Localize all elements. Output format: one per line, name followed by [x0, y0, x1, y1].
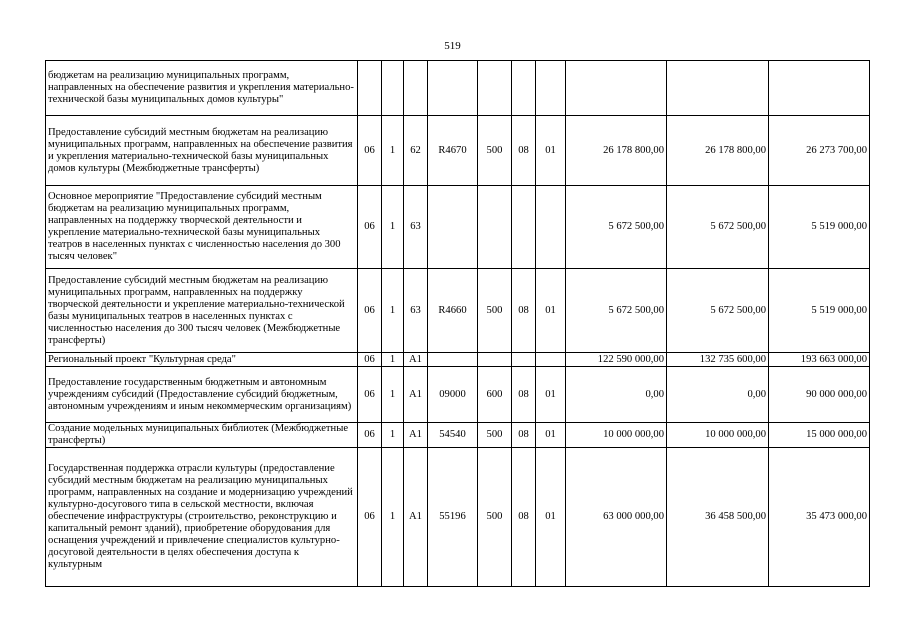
row-description: Региональный проект "Культурная среда" — [46, 353, 358, 367]
table-row — [46, 423, 870, 448]
amount-year-2: 10 000 000,00 — [667, 423, 769, 448]
amount-year-1: 5 672 500,00 — [566, 186, 667, 269]
code-program: 06 — [358, 269, 382, 353]
code-activity: 63 — [404, 186, 428, 269]
code-program: 06 — [358, 423, 382, 448]
amount-year-3: 15 000 000,00 — [769, 423, 870, 448]
code-subsection: 01 — [536, 116, 566, 186]
code-program: 06 — [358, 448, 382, 587]
amount-year-2: 5 672 500,00 — [667, 186, 769, 269]
amount-year-1 — [566, 61, 667, 116]
amount-year-3: 90 000 000,00 — [769, 367, 870, 423]
row-description: Основное мероприятие "Предоставление субсидий местным бюджетам на реализацию муниципальных программ, направленных на поддержку творческой деятельности и укрепление материально-технической базы муниципальных театров в населенных пунктах с численностью населения до 300 тысяч человек" — [46, 186, 358, 269]
table-row — [46, 269, 870, 353]
code-subsection: 01 — [536, 367, 566, 423]
page-number: 519 — [444, 40, 461, 52]
code-program: 06 — [358, 116, 382, 186]
code-direction: R4660 — [428, 269, 478, 353]
code-subsection: 01 — [536, 448, 566, 587]
row-description: Предоставление субсидий местным бюджетам на реализацию муниципальных программ, направленных на обеспечение развития и укрепления материально-технической базы муниципальных домов культуры (Межбюджетные трансферты) — [46, 116, 358, 186]
amount-year-3: 35 473 000,00 — [769, 448, 870, 587]
amount-year-1: 5 672 500,00 — [566, 269, 667, 353]
code-direction: 54540 — [428, 423, 478, 448]
amount-year-1: 26 178 800,00 — [566, 116, 667, 186]
code-direction: 55196 — [428, 448, 478, 587]
code-subprogram — [382, 61, 404, 116]
code-subsection — [536, 353, 566, 367]
code-direction: 09000 — [428, 367, 478, 423]
code-section: 08 — [512, 367, 536, 423]
code-expense-type — [478, 186, 512, 269]
amount-year-1: 122 590 000,00 — [566, 353, 667, 367]
code-subsection — [536, 186, 566, 269]
amount-year-1: 10 000 000,00 — [566, 423, 667, 448]
code-direction — [428, 61, 478, 116]
code-subprogram: 1 — [382, 116, 404, 186]
code-section: 08 — [512, 116, 536, 186]
code-subprogram: 1 — [382, 269, 404, 353]
amount-year-2: 132 735 600,00 — [667, 353, 769, 367]
amount-year-2: 26 178 800,00 — [667, 116, 769, 186]
code-subprogram: 1 — [382, 186, 404, 269]
code-expense-type: 600 — [478, 367, 512, 423]
amount-year-3: 193 663 000,00 — [769, 353, 870, 367]
code-section — [512, 61, 536, 116]
row-description: Государственная поддержка отрасли культуры (предоставление субсидий местным бюджетам на реализацию муниципальных программ, направленных на создание и модернизацию учреждений культурно-досугового типа в сельской местности, включая обеспечение инфраструктуры (строительство, реконструкцию и капитальный ремонт зданий), приобретение оборудования для оснащения учреждений и привлечение специалистов культурно-досуговой деятельности в целях обеспечения доступа к культурным — [46, 448, 358, 587]
table-row — [46, 116, 870, 186]
amount-year-2: 36 458 500,00 — [667, 448, 769, 587]
code-activity: 62 — [404, 116, 428, 186]
table-row — [46, 367, 870, 423]
code-activity: 63 — [404, 269, 428, 353]
code-section: 08 — [512, 423, 536, 448]
code-subprogram: 1 — [382, 367, 404, 423]
amount-year-3: 26 273 700,00 — [769, 116, 870, 186]
row-description: Создание модельных муниципальных библиотек (Межбюджетные трансферты) — [46, 423, 358, 448]
row-description: бюджетам на реализацию муниципальных программ, направленных на обеспечение развития и укрепления материально-технической базы муниципальных домов культуры" — [46, 61, 358, 116]
budget-table — [45, 60, 870, 587]
amount-year-3: 5 519 000,00 — [769, 269, 870, 353]
code-direction: R4670 — [428, 116, 478, 186]
code-activity: A1 — [404, 423, 428, 448]
code-expense-type: 500 — [478, 423, 512, 448]
code-activity: A1 — [404, 367, 428, 423]
code-subsection — [536, 61, 566, 116]
amount-year-1: 63 000 000,00 — [566, 448, 667, 587]
code-expense-type — [478, 353, 512, 367]
code-program: 06 — [358, 353, 382, 367]
code-subprogram: 1 — [382, 448, 404, 587]
amount-year-2: 5 672 500,00 — [667, 269, 769, 353]
code-subsection: 01 — [536, 269, 566, 353]
code-expense-type: 500 — [478, 269, 512, 353]
amount-year-1: 0,00 — [566, 367, 667, 423]
code-section: 08 — [512, 448, 536, 587]
row-description: Предоставление государственным бюджетным и автономным учреждениям субсидий (Предоставление субсидий бюджетным, автономным учреждениям и иным некоммерческим организациям) — [46, 367, 358, 423]
table-row — [46, 186, 870, 269]
code-subsection: 01 — [536, 423, 566, 448]
amount-year-2 — [667, 61, 769, 116]
code-program — [358, 61, 382, 116]
code-section: 08 — [512, 269, 536, 353]
amount-year-3: 5 519 000,00 — [769, 186, 870, 269]
code-activity — [404, 61, 428, 116]
row-description: Предоставление субсидий местным бюджетам на реализацию муниципальных программ, направленных на поддержку творческой деятельности и укрепление материально-технической базы муниципальных театров в населенных пунктах с численностью населения до 300 тысяч человек (Межбюджетные трансферты) — [46, 269, 358, 353]
code-section — [512, 353, 536, 367]
code-program: 06 — [358, 367, 382, 423]
amount-year-3 — [769, 61, 870, 116]
code-direction — [428, 186, 478, 269]
code-subprogram: 1 — [382, 423, 404, 448]
table-row — [46, 353, 870, 367]
amount-year-2: 0,00 — [667, 367, 769, 423]
code-expense-type — [478, 61, 512, 116]
code-subprogram: 1 — [382, 353, 404, 367]
code-activity: A1 — [404, 353, 428, 367]
table-row — [46, 61, 870, 116]
code-expense-type: 500 — [478, 448, 512, 587]
code-section — [512, 186, 536, 269]
code-activity: A1 — [404, 448, 428, 587]
code-direction — [428, 353, 478, 367]
table-row — [46, 448, 870, 587]
code-expense-type: 500 — [478, 116, 512, 186]
code-program: 06 — [358, 186, 382, 269]
